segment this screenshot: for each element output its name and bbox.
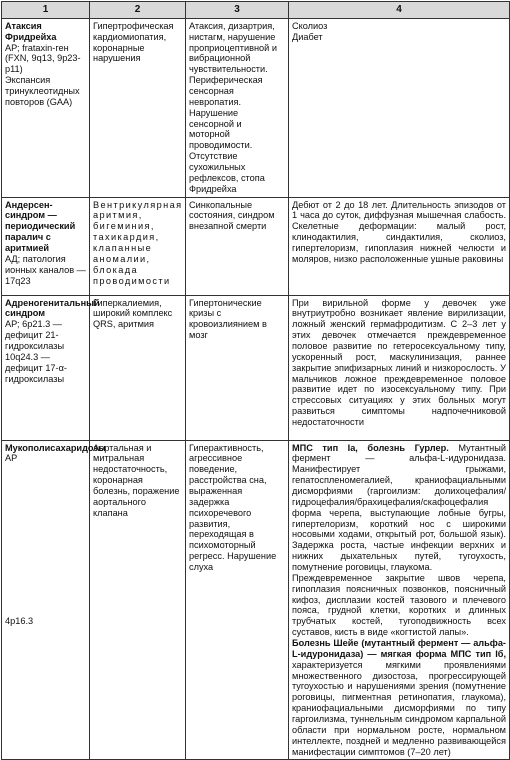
- other-cell: Дебют от 2 до 18 лет. Длительность эпизодов от 1 часа до суток, диффузная мышечная слабость. Скелетные деформации: малый рост, клинодактилия, синдактилия, сколиоз, гипертелоризм, гипоплазия нижней челюсти и моляров, низко расположенные ушные раковины: [289, 197, 510, 295]
- neuro-cell: Синкопальные состояния, синдром внезапной смерти: [186, 197, 289, 295]
- disease-cell: [2, 440, 106, 760]
- header-col-1: 1: [2, 2, 90, 19]
- disease-genetics: АД; патология ионных каналов — 17q23: [5, 253, 86, 286]
- disease-name: Мукополисахаридозы: [5, 442, 106, 453]
- neuro-cell: Гиперактивность, агрессивное поведение, расстройства сна, выраженная задержка психоречевого развития, переходящая в психомоторный регресс. Нарушение слуха: [186, 440, 289, 760]
- neuro-cell: Гипертонические кризы с кровоизлиянием в мозг: [186, 295, 289, 440]
- header-col-4: 4: [289, 2, 510, 19]
- table-row: [2, 440, 510, 760]
- table-row: [2, 18, 510, 197]
- mps1a-skeletal: Преждевременное закрытие швов черепа, гипоплазия поясничных позвонков, поясничный кифоз, дисплазии костей тазового и плечевого пояса, грудной клетки, коротких и длинных трубчатых костей, тугоподвижность всех суставов, кисть в виде «когтистой лапы».: [292, 572, 506, 638]
- scheie-heading: Болезнь Шейе (мутантный фермент — альфа-L-идуронидаза) — мягкая форма МПС тип Iб,: [292, 638, 506, 659]
- disease-genetics: АР: [5, 453, 18, 464]
- cardio-cell: Гипертрофическая кардиомиопатия, коронарные нарушения: [90, 18, 186, 197]
- cardio-cell: Гиперкалиемия, широкий комплекс QRS, аритмия: [90, 295, 186, 440]
- header-col-3: 3: [186, 2, 289, 19]
- disease-cell: [2, 295, 100, 440]
- table-row: [2, 295, 510, 440]
- mps1a-heading: МПС тип Iа, болезнь Гурлер.: [292, 442, 449, 453]
- mps1a-text: Мутантный фермент — альфа-L-идуронидаза. Манифестирует грыжами, гепатоспленомегалией, краниофациальными дисморфиями (гаргоилизм: долихоцефалия/гидроцефалия/брахицефалия/скафоцефалия форма черепа, выступающие лобные бугры, гипертелоризм, короткий нос с широкими носовыми ходами, открытый рот, большой язык). Задержка роста, частые инфекции верхних и нижних дыхательных путей, тугоухость, помутнение роговицы, глаукома.: [292, 442, 506, 572]
- disease-name: Андерсен-синдром — периодический паралич с аритмией: [5, 199, 76, 253]
- disease-name: Адреногенитальный синдром: [5, 297, 100, 319]
- disease-cell: [2, 197, 90, 295]
- disease-genetics: АР; frataxin-ген (FXN, 9q13, 9p23-p11) Экспансия тринуклеотидных повторов (GAA): [5, 42, 81, 107]
- medical-table: [1, 1, 510, 760]
- scheie-text: характеризуется мягкими проявлениями множественного дизостоза, прогрессирующей тугоухостью и нарушениями зрения (помутнение роговицы, пигментная ретинопатия, глаукома), краниофациальными дисморфиями по типу гаргоилизма, туннельным синдромом карпальной области при нормальном росте, нормальном интеллекте, поздней и медленно развивающейся манифестации симптомов (7–20 лет): [292, 659, 506, 757]
- disease-locus: 4р16.3: [5, 616, 34, 627]
- table-row: [2, 197, 510, 295]
- header-col-2: 2: [90, 2, 186, 19]
- other-cell: При вирильной форме у девочек уже внутриутробно возникает явление вирилизации, ложный женский гермафродитизм. С 2–3 лет у этих девочек отмечается преждевременное половое развитие по гетеросексуальному типу, ускоренный рост, маскулинизация, раннее закрытие эпифизарных линий и низкорослость. У мальчиков ложное преждевременное половое развитие идет по изосексуальному типу. При стрессовых ситуациях у этих больных могут развиться симптомы надпочечниковой недостаточности: [289, 295, 510, 440]
- header-row: [2, 2, 510, 19]
- disease-cell: [2, 18, 90, 197]
- other-cell: Сколиоз Диабет: [289, 18, 510, 197]
- disease-name: Атаксия Фридрейха: [5, 20, 57, 42]
- neuro-cell: Атаксия, дизартрия, нистагм, нарушение проприоцептивной и вибрационной чувствительности. Периферическая сенсорная невропатия. Нарушение сенсорной и моторной проводимости. Отсутствие сухожильных рефлексов, стопа Фридрейха: [186, 18, 289, 197]
- cardio-cell: Вентрикулярная аритмия, бигеминия, тахикардия, клапанные аномалии, блокада проводимости: [90, 197, 186, 295]
- cardio-cell: Аортальная и митральная недостаточность, коронарная болезнь, поражение аортального клапана: [90, 440, 186, 760]
- disease-genetics: АР; 6р21.3 — дефицит 21-гидроксилазы 10q24.3 — дефицит 17-α-гидроксилазы: [5, 319, 67, 384]
- other-cell: [289, 440, 510, 760]
